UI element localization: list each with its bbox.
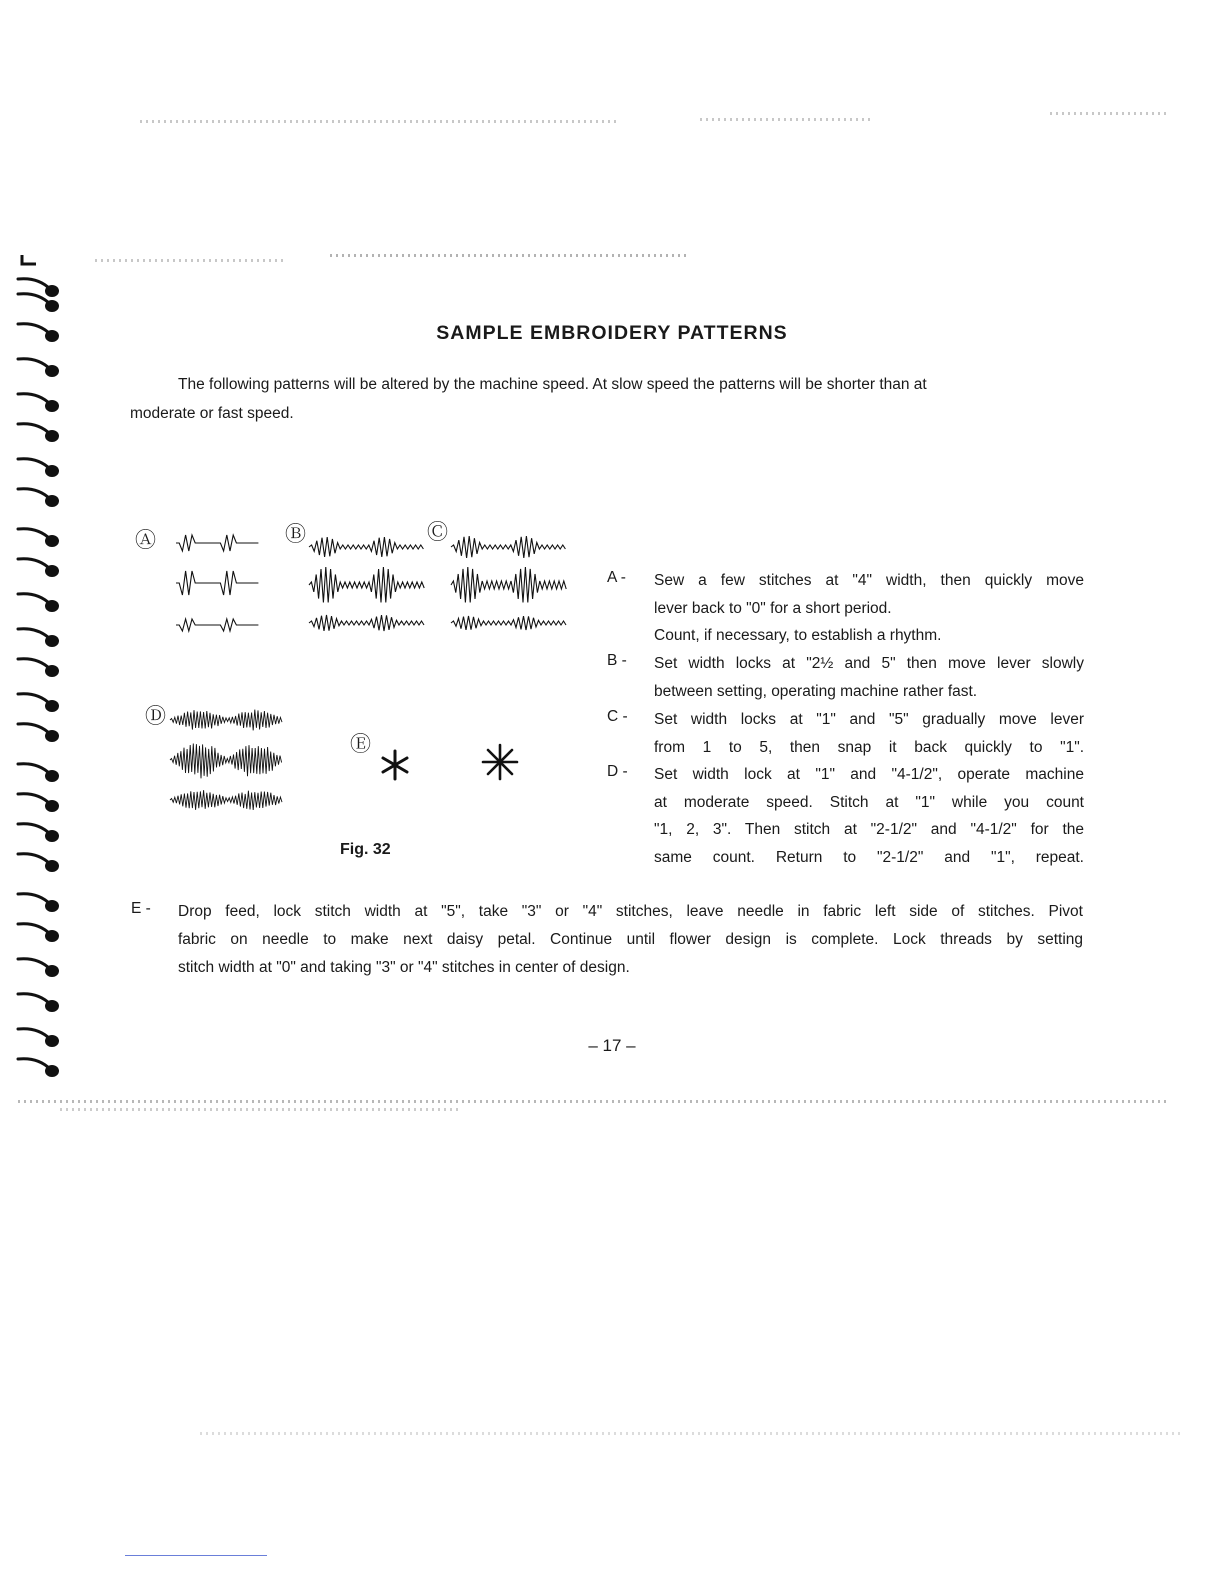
binding-coil	[18, 924, 59, 942]
step-b-marker: B -	[607, 652, 627, 669]
step-a-line: Sew a few stitches at "4" width, then quickly move	[654, 572, 1084, 589]
page-title: SAMPLE EMBROIDERY PATTERNS	[436, 322, 788, 344]
pattern-a-label: Ⓐ	[135, 529, 156, 552]
binding-coil	[18, 629, 59, 647]
step-b-line: between setting, operating machine rather fast.	[654, 682, 978, 700]
intro-line-1: The following patterns will be altered by the machine speed. At slow speed the patterns will be shorter than at	[178, 376, 927, 393]
figure-caption: Fig. 32	[340, 841, 391, 858]
step-e-line: Drop feed, lock stitch width at "5", take "3" or "4" stitches, leave needle in fabric left side of stitches. Pivot	[178, 903, 1083, 920]
page-number: – 17 –	[588, 1036, 636, 1055]
daisy-flower-large	[480, 742, 520, 782]
binding-coil	[18, 594, 59, 612]
binding-coil	[18, 694, 59, 712]
binding-coil	[18, 959, 59, 977]
step-d-marker: D -	[607, 763, 628, 780]
spiral-binding	[0, 250, 80, 1110]
stitch-pattern-b	[305, 525, 425, 640]
binding-coil	[18, 559, 59, 577]
step-a-marker: A -	[607, 569, 626, 586]
step-e-marker: E -	[131, 900, 151, 917]
binding-coil	[18, 359, 59, 377]
binding-coil	[18, 424, 59, 442]
binding-coil	[18, 994, 59, 1012]
binding-coil	[18, 529, 59, 547]
step-d-line: Set width lock at "1" and "4-1/2", operate machine	[654, 766, 1084, 783]
binding-coil	[18, 794, 59, 812]
binding-coil	[18, 394, 59, 412]
stitch-pattern-a	[168, 525, 288, 640]
footer-rule	[125, 1555, 267, 1556]
step-e-line: fabric on needle to make next daisy petal. Continue until flower design is complete. Lock threads by setting	[178, 931, 1083, 948]
binding-coil	[18, 724, 59, 742]
binding-coil	[18, 894, 59, 912]
binding-coil	[18, 459, 59, 477]
binding-coil	[18, 824, 59, 842]
step-e-line: stitch width at "0" and taking "3" or "4" stitches in center of design.	[178, 959, 630, 976]
step-b-text	[654, 650, 1084, 705]
step-c-text	[654, 706, 1084, 761]
step-c-marker: C -	[607, 708, 628, 725]
step-a-text	[654, 567, 1084, 650]
step-d-text	[654, 761, 1084, 871]
binding-coil	[18, 1059, 59, 1077]
binding-coil	[18, 854, 59, 872]
step-c-line: from 1 to 5, then snap it back quickly to "1".	[654, 738, 1084, 756]
step-d-line: same count. Return to "2-1/2" and "1", repeat.	[654, 848, 1084, 866]
binding-coil	[18, 764, 59, 782]
pattern-b-label: Ⓑ	[285, 523, 306, 546]
binding-coil	[18, 659, 59, 677]
step-e-text	[178, 898, 1083, 982]
step-a-line: Count, if necessary, to establish a rhythm.	[654, 627, 942, 644]
stitch-pattern-c	[447, 525, 567, 640]
pattern-e-label: Ⓔ	[350, 733, 371, 756]
step-b-line: Set width locks at "2½ and 5" then move lever slowly	[654, 655, 1084, 672]
step-d-line: "1, 2, 3". Then stitch at "2-1/2" and "4-1/2" for the	[654, 821, 1084, 838]
pattern-d-label: Ⓓ	[145, 705, 166, 728]
binding-coil	[18, 489, 59, 507]
step-a-line: lever back to "0" for a short period.	[654, 599, 892, 617]
pattern-c-label: Ⓒ	[427, 521, 448, 544]
intro-line-2: moderate or fast speed.	[130, 405, 294, 422]
step-c-line: Set width locks at "1" and "5" gradually move lever	[654, 711, 1084, 728]
daisy-flower-small	[378, 748, 412, 782]
step-d-line: at moderate speed. Stitch at "1" while you count	[654, 793, 1084, 811]
stitch-pattern-d	[168, 700, 288, 825]
